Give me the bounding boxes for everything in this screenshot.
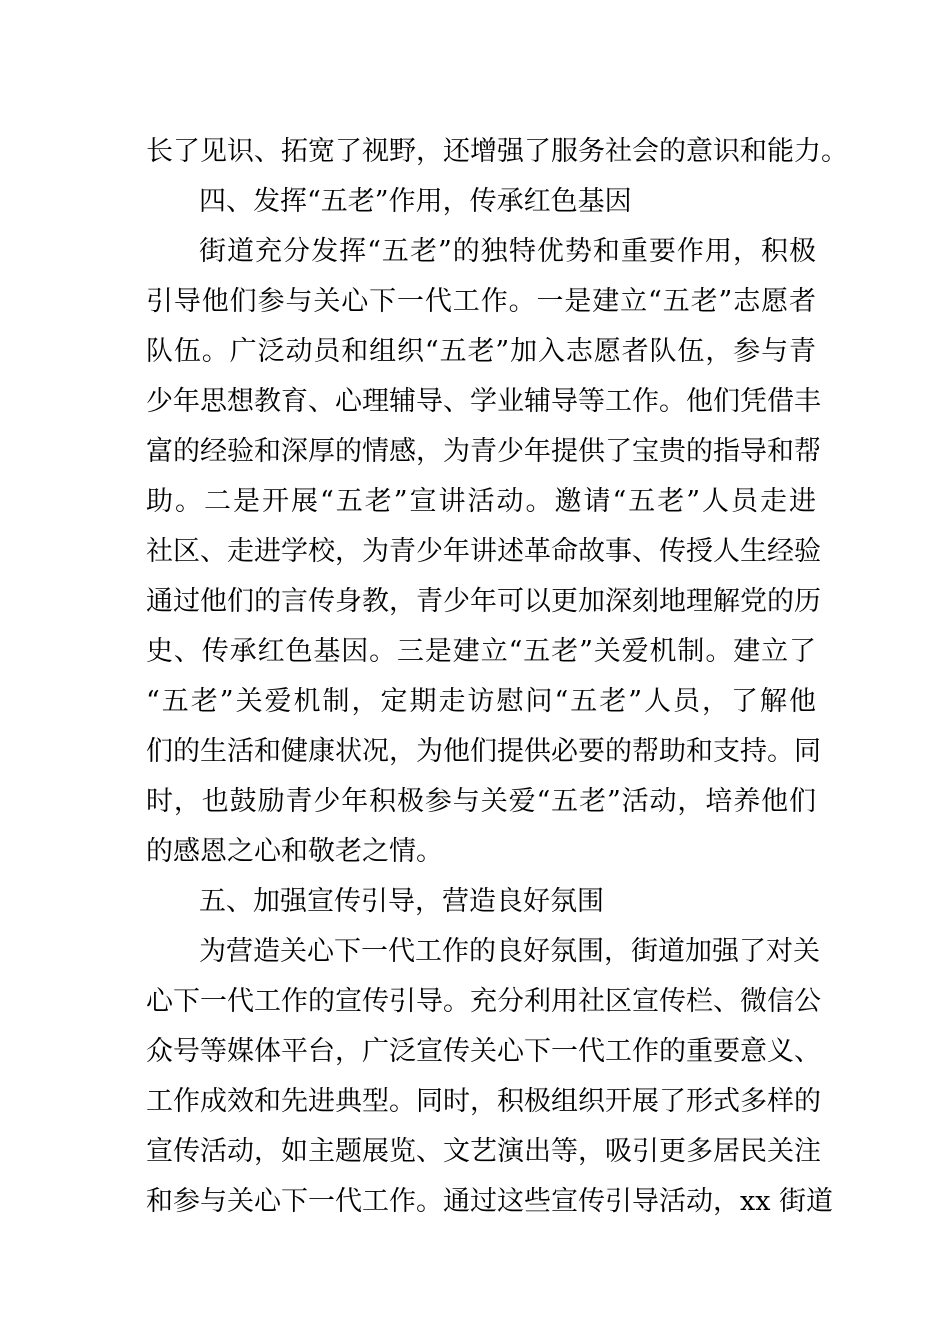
- text-line: 们的生活和健康状况，为他们提供必要的帮助和支持。同: [146, 736, 821, 767]
- text-line: 和参与关心下一代工作。通过这些宣传引导活动，xx 街道: [146, 1186, 834, 1217]
- text-line: 街道充分发挥“五老”的独特优势和重要作用，积极: [199, 236, 816, 267]
- text-line: 众号等媒体平台，广泛宣传关心下一代工作的重要意义、: [146, 1036, 821, 1067]
- text-line: 史、传承红色基因。三是建立“五老”关爱机制。建立了: [146, 636, 816, 667]
- text-line: 长了见识、拓宽了视野，还增强了服务社会的意识和能力。: [146, 136, 848, 167]
- text-line: 为营造关心下一代工作的良好氛围，街道加强了对关: [199, 936, 820, 967]
- text-line: 少年思想教育、心理辅导、学业辅导等工作。他们凭借丰: [146, 386, 821, 417]
- text-line: 引导他们参与关心下一代工作。一是建立“五老”志愿者: [146, 286, 816, 317]
- text-line: 时，也鼓励青少年积极参与关爱“五老”活动，培养他们: [146, 786, 816, 817]
- text-line: 社区、走进学校，为青少年讲述革命故事、传授人生经验: [146, 536, 821, 567]
- section-heading: 四、发挥“五老”作用，传承红色基因: [199, 186, 632, 217]
- text-line: 工作成效和先进典型。同时，积极组织开展了形式多样的: [146, 1086, 821, 1117]
- text-line: 富的经验和深厚的情感，为青少年提供了宝贵的指导和帮: [146, 436, 821, 467]
- text-line: 的感恩之心和敬老之情。: [146, 836, 443, 867]
- text-line: 心下一代工作的宣传引导。充分利用社区宣传栏、微信公: [146, 986, 821, 1017]
- text-line: 宣传活动，如主题展览、文艺演出等，吸引更多居民关注: [146, 1136, 821, 1167]
- text-line: 通过他们的言传身教，青少年可以更加深刻地理解党的历: [146, 586, 821, 617]
- text-line: “五老”关爱机制，定期走访慰问“五老”人员，了解他: [146, 686, 816, 717]
- section-heading: 五、加强宣传引导，营造良好氛围: [199, 886, 604, 917]
- text-line: 队伍。广泛动员和组织“五老”加入志愿者队伍，参与青: [146, 336, 816, 367]
- text-line: 助。二是开展“五老”宣讲活动。邀请“五老”人员走进: [146, 486, 816, 517]
